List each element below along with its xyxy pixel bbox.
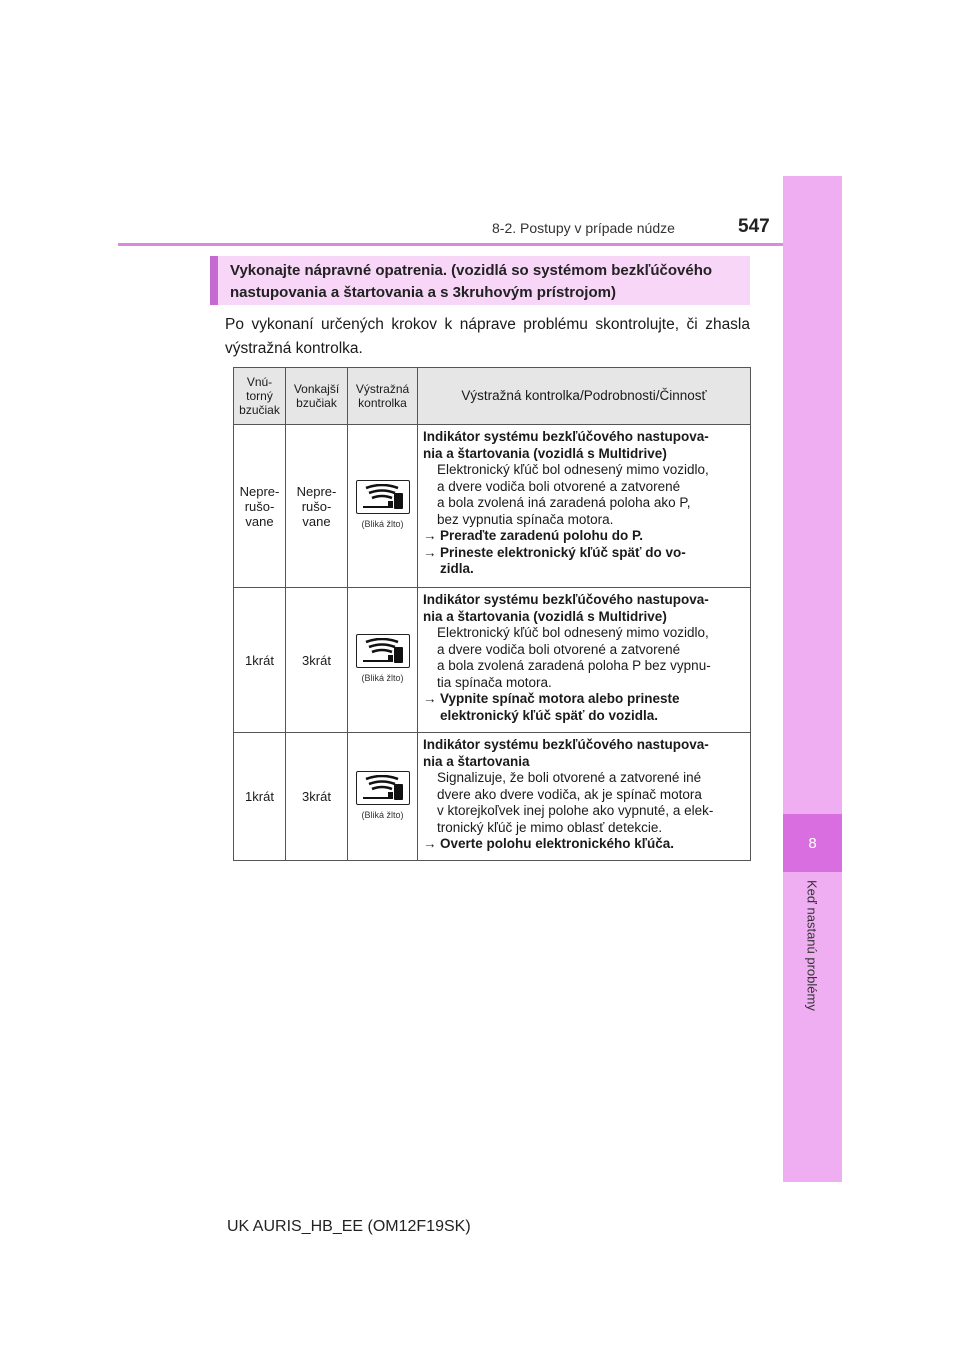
detail-body: [423, 625, 747, 691]
cell-text: 1krát: [245, 789, 274, 804]
document-footer: UK AURIS_HB_EE (OM12F19SK): [227, 1218, 471, 1235]
header-text: Vonkajší: [293, 382, 340, 396]
detail-body-line: a bola zvolená iná zaradená poloha ako P,: [437, 495, 691, 510]
header-text: Výstražná: [355, 382, 410, 396]
cell-text: 3krát: [302, 652, 331, 668]
arrow-icon: →: [423, 691, 437, 706]
detail-body-line: Elektronický kľúč bol odnesený mimo vozidlo,: [437, 462, 709, 477]
detail-title-line: nia a štartovania: [423, 753, 530, 769]
detail-body-line: a dvere vodiča boli otvorené a zatvorené: [437, 478, 681, 494]
header-rule: [118, 243, 783, 246]
chapter-number: 8: [783, 814, 842, 872]
cell-internal-buzzer: [234, 588, 286, 733]
chapter-side-tab: [783, 176, 842, 1182]
header-text: torný: [246, 389, 273, 403]
cell-details: [418, 588, 751, 733]
header-text: Vnú-: [246, 375, 273, 389]
cell-warning-light: [348, 733, 418, 861]
cell-text: rušo-: [244, 498, 275, 514]
cell-text: Nepre-: [296, 483, 337, 499]
cell-text: vane: [245, 513, 274, 529]
table-row: [234, 588, 751, 733]
intro-paragraph: Po vykonaní určených krokov k náprave problému skontrolujte, či zhasla výstražná kontrolka.: [225, 316, 750, 357]
table-header-row: [234, 368, 751, 425]
detail-body-line: a bola zvolená zaradená poloha P bez vypnu-: [437, 658, 711, 673]
header-details: Výstražná kontrolka/Podrobnosti/Činnosť: [418, 368, 751, 425]
section-heading: [210, 256, 750, 305]
detail-body-line: a dvere vodiča boli otvorené a zatvorené: [437, 641, 681, 657]
key-system-warning-icon: [356, 771, 410, 805]
header-external-buzzer: [286, 368, 348, 425]
arrow-icon: →: [423, 544, 437, 560]
action-text: Overte polohu elektronického kľúča.: [440, 836, 675, 851]
arrow-icon: →: [423, 528, 437, 543]
detail-title: [423, 737, 747, 770]
detail-action: [423, 545, 747, 578]
action-text: Preraďte zaradenú polohu do P.: [440, 528, 643, 543]
chapter-title: Keď nastanú problémy: [804, 880, 820, 1011]
header-text: kontrolka: [358, 396, 407, 410]
cell-internal-buzzer: [234, 425, 286, 588]
action-text: zidla.: [440, 561, 474, 576]
cell-external-buzzer: [286, 588, 348, 733]
cell-text: vane: [302, 513, 331, 529]
indicator-caption: (Bliká žlto): [361, 673, 404, 683]
header-text: bzučiak: [239, 403, 280, 417]
header-internal-buzzer: [234, 368, 286, 425]
detail-body-line: tronický kľúč je mimo oblasť detekcie.: [437, 819, 663, 835]
cell-text: 3krát: [302, 789, 331, 804]
cell-external-buzzer: [286, 733, 348, 861]
detail-title-line: Indikátor systému bezkľúčového nastupova-: [423, 592, 709, 607]
cell-details: [418, 733, 751, 861]
cell-details: [418, 425, 751, 588]
cell-text: Nepre-: [239, 483, 280, 499]
detail-body: [423, 462, 747, 528]
cell-text: 1krát: [245, 652, 274, 668]
header-warning-light: [348, 368, 418, 425]
section-title: 8-2. Postupy v prípade núdze: [492, 220, 675, 236]
cell-text: rušo-: [301, 498, 332, 514]
page-number: 547: [738, 216, 770, 237]
heading-line-1: Vykonajte nápravné opatrenia. (vozidlá so systémom bezkľúčového: [230, 262, 713, 279]
indicator-caption: (Bliká žlto): [361, 519, 404, 529]
detail-title: [423, 429, 747, 462]
detail-title-line: Indikátor systému bezkľúčového nastupova-: [423, 429, 709, 444]
detail-body-line: Signalizuje, že boli otvorené a zatvorené iné: [437, 770, 702, 785]
detail-body-line: bez vypnutia spínača motora.: [437, 511, 614, 527]
heading-line-2: nastupovania a štartovania a s 3kruhovým prístrojom): [230, 284, 616, 301]
cell-warning-light: [348, 425, 418, 588]
detail-title: [423, 592, 747, 625]
detail-body-line: v ktorejkoľvek inej polohe ako vypnuté, a elek-: [437, 803, 714, 818]
key-system-warning-icon: [356, 480, 410, 514]
detail-action: [423, 836, 747, 853]
detail-body-line: tia spínača motora.: [437, 674, 552, 690]
indicator-caption: (Bliká žlto): [361, 809, 404, 820]
detail-body-line: Elektronický kľúč bol odnesený mimo vozidlo,: [437, 625, 709, 640]
detail-action: [423, 528, 747, 545]
detail-body-line: dvere ako dvere vodiča, ak je spínač motora: [437, 786, 702, 802]
key-system-warning-icon: [356, 634, 410, 668]
cell-internal-buzzer: [234, 733, 286, 861]
table-row: [234, 425, 751, 588]
header-text: bzučiak: [296, 396, 337, 410]
detail-title-line: nia a štartovania (vozidlá s Multidrive): [423, 445, 667, 461]
action-text: Prineste elektronický kľúč späť do vo-: [440, 544, 686, 560]
cell-warning-light: [348, 588, 418, 733]
detail-action: [423, 691, 747, 724]
warning-table: [233, 367, 751, 861]
action-text: elektronický kľúč späť do vozidla.: [440, 707, 658, 723]
table-row: [234, 733, 751, 861]
detail-body: [423, 770, 747, 836]
action-text: Vypnite spínač motora alebo prineste: [440, 691, 680, 706]
cell-external-buzzer: [286, 425, 348, 588]
detail-title-line: Indikátor systému bezkľúčového nastupova-: [423, 737, 709, 752]
arrow-icon: →: [423, 836, 437, 851]
detail-title-line: nia a štartovania (vozidlá s Multidrive): [423, 608, 667, 624]
